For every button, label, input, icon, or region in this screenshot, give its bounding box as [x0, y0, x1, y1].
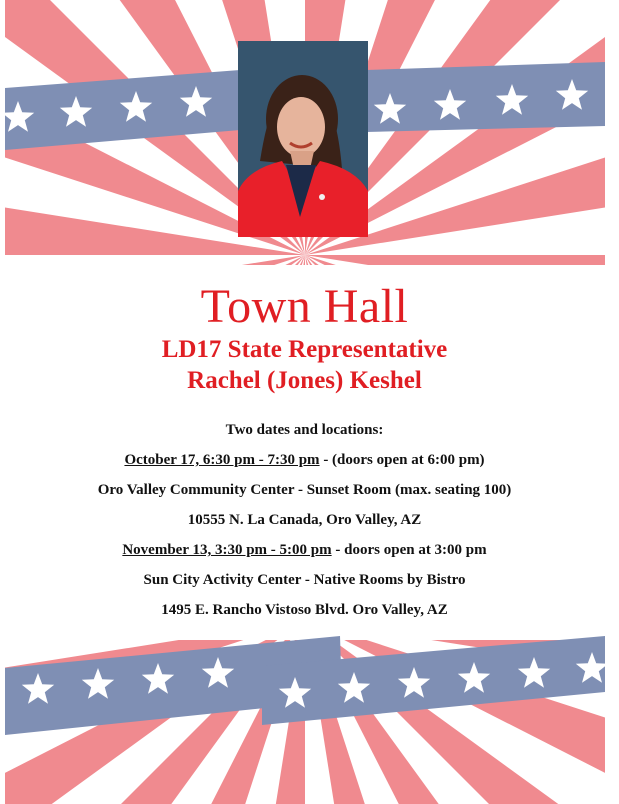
venue2: Sun City Activity Center - Native Rooms by Bistro	[143, 572, 466, 588]
date1-note: - (doors open at 6:00 pm)	[319, 452, 485, 468]
date1-line	[0, 445, 609, 475]
subtitle-name: Rachel (Jones) Keshel	[187, 367, 422, 394]
address1: 10555 N. La Canada, Oro Valley, AZ	[187, 512, 422, 528]
banner-top-left	[5, 70, 240, 150]
event-content	[0, 280, 609, 625]
event-title: Town Hall	[200, 280, 409, 333]
event-details	[0, 415, 609, 625]
address2: 1495 E. Rancho Vistoso Blvd. Oro Valley, AZ	[161, 602, 448, 618]
details-intro: Two dates and locations:	[225, 422, 384, 438]
portrait-photo-icon	[238, 41, 368, 237]
date2-line	[0, 535, 609, 565]
subtitle-role: LD17 State Representative	[161, 336, 448, 363]
date2-note: - doors open at 3:00 pm	[331, 542, 487, 558]
date2-time: November 13, 3:30 pm - 5:00 pm	[122, 542, 332, 558]
venue1: Oro Valley Community Center - Sunset Room (max. seating 100)	[97, 482, 512, 498]
representative-photo	[238, 41, 368, 237]
date1-time: October 17, 6:30 pm - 7:30 pm	[124, 452, 320, 468]
